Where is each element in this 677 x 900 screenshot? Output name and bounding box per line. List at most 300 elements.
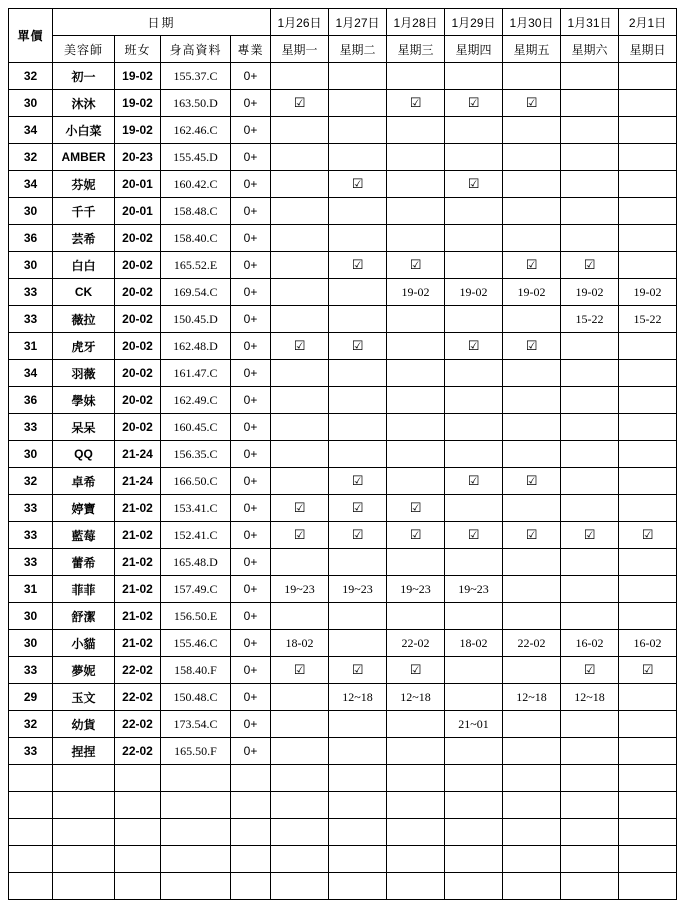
cell-body-data[interactable]: 158.40.F (161, 657, 231, 684)
cell-shift-day-3[interactable] (387, 225, 445, 252)
cell-shift-day-4[interactable]: 18-02 (445, 630, 503, 657)
cell-shift-day-2[interactable] (329, 738, 387, 765)
cell-shift-day-7[interactable] (619, 441, 677, 468)
cell-specialty[interactable]: 0+ (231, 468, 271, 495)
cell-body-data[interactable]: 163.50.D (161, 90, 231, 117)
cell-stylist-name[interactable]: 虎牙 (53, 333, 115, 360)
table-row[interactable] (9, 225, 677, 252)
cell-price[interactable] (9, 765, 53, 792)
cell-shift-day-3[interactable] (387, 765, 445, 792)
cell-specialty[interactable]: 0+ (231, 171, 271, 198)
cell-specialty[interactable]: 0+ (231, 738, 271, 765)
cell-body-data[interactable]: 156.35.C (161, 441, 231, 468)
cell-body-data[interactable]: 153.41.C (161, 495, 231, 522)
cell-class[interactable]: 20-02 (115, 225, 161, 252)
cell-shift-day-2[interactable] (329, 279, 387, 306)
cell-shift-day-3[interactable] (387, 792, 445, 819)
cell-stylist-name[interactable]: 芬妮 (53, 171, 115, 198)
cell-shift-day-2[interactable]: 19~23 (329, 576, 387, 603)
cell-shift-day-2[interactable] (329, 441, 387, 468)
cell-stylist-name[interactable]: 小貓 (53, 630, 115, 657)
cell-checkmark-day-3[interactable] (387, 495, 445, 522)
cell-shift-day-1[interactable] (271, 441, 329, 468)
cell-shift-day-6[interactable] (561, 63, 619, 90)
cell-checkmark-day-3[interactable] (387, 522, 445, 549)
cell-shift-day-6[interactable] (561, 819, 619, 846)
cell-price[interactable]: 32 (9, 711, 53, 738)
table-row[interactable] (9, 522, 677, 549)
cell-shift-day-4[interactable] (445, 414, 503, 441)
cell-specialty[interactable]: 0+ (231, 360, 271, 387)
cell-shift-day-5[interactable] (503, 117, 561, 144)
cell-shift-day-4[interactable] (445, 495, 503, 522)
cell-shift-day-7[interactable] (619, 171, 677, 198)
cell-shift-day-4[interactable]: 19~23 (445, 576, 503, 603)
cell-class[interactable]: 19-02 (115, 63, 161, 90)
cell-body-data[interactable]: 165.52.E (161, 252, 231, 279)
cell-shift-day-7[interactable] (619, 738, 677, 765)
cell-shift-day-5[interactable] (503, 792, 561, 819)
cell-price[interactable]: 33 (9, 306, 53, 333)
cell-shift-day-6[interactable] (561, 603, 619, 630)
cell-shift-day-2[interactable] (329, 90, 387, 117)
cell-stylist-name[interactable]: CK (53, 279, 115, 306)
cell-shift-day-2[interactable] (329, 603, 387, 630)
cell-specialty[interactable]: 0+ (231, 684, 271, 711)
cell-shift-day-6[interactable] (561, 711, 619, 738)
table-row[interactable] (9, 495, 677, 522)
cell-body-data[interactable]: 160.42.C (161, 171, 231, 198)
cell-shift-day-3[interactable] (387, 171, 445, 198)
cell-checkmark-day-7[interactable] (619, 657, 677, 684)
cell-body-data[interactable]: 155.45.D (161, 144, 231, 171)
cell-shift-day-5[interactable] (503, 603, 561, 630)
cell-shift-day-3[interactable] (387, 63, 445, 90)
cell-checkmark-day-5[interactable] (503, 333, 561, 360)
cell-shift-day-7[interactable] (619, 117, 677, 144)
cell-price[interactable] (9, 819, 53, 846)
cell-checkmark-day-7[interactable] (619, 522, 677, 549)
cell-shift-day-2[interactable]: 12~18 (329, 684, 387, 711)
table-row[interactable] (9, 657, 677, 684)
cell-price[interactable]: 33 (9, 414, 53, 441)
cell-specialty[interactable] (231, 846, 271, 873)
cell-shift-day-2[interactable] (329, 873, 387, 900)
table-row[interactable] (9, 63, 677, 90)
cell-price[interactable]: 31 (9, 333, 53, 360)
cell-shift-day-1[interactable] (271, 279, 329, 306)
cell-price[interactable]: 31 (9, 576, 53, 603)
cell-shift-day-3[interactable] (387, 414, 445, 441)
cell-shift-day-6[interactable] (561, 576, 619, 603)
cell-class[interactable]: 21-02 (115, 576, 161, 603)
cell-stylist-name[interactable]: 夢妮 (53, 657, 115, 684)
cell-class[interactable] (115, 765, 161, 792)
cell-shift-day-6[interactable]: 19-02 (561, 279, 619, 306)
cell-shift-day-1[interactable] (271, 306, 329, 333)
cell-shift-day-4[interactable] (445, 819, 503, 846)
cell-body-data[interactable]: 162.48.D (161, 333, 231, 360)
cell-checkmark-day-5[interactable] (503, 468, 561, 495)
table-row[interactable] (9, 414, 677, 441)
cell-shift-day-6[interactable] (561, 90, 619, 117)
cell-specialty[interactable]: 0+ (231, 252, 271, 279)
cell-shift-day-7[interactable] (619, 252, 677, 279)
table-row[interactable] (9, 738, 677, 765)
cell-shift-day-3[interactable] (387, 711, 445, 738)
cell-checkmark-day-1[interactable] (271, 333, 329, 360)
table-row[interactable] (9, 198, 677, 225)
cell-shift-day-1[interactable] (271, 117, 329, 144)
cell-class[interactable]: 20-02 (115, 252, 161, 279)
cell-shift-day-1[interactable] (271, 360, 329, 387)
table-row[interactable] (9, 711, 677, 738)
cell-price[interactable]: 33 (9, 738, 53, 765)
cell-stylist-name[interactable]: 蕾希 (53, 549, 115, 576)
cell-specialty[interactable]: 0+ (231, 549, 271, 576)
table-row[interactable] (9, 873, 677, 900)
cell-shift-day-5[interactable] (503, 414, 561, 441)
cell-shift-day-1[interactable] (271, 792, 329, 819)
cell-class[interactable]: 20-02 (115, 306, 161, 333)
table-row[interactable] (9, 549, 677, 576)
cell-shift-day-7[interactable] (619, 873, 677, 900)
cell-stylist-name[interactable]: 呆呆 (53, 414, 115, 441)
cell-class[interactable]: 19-02 (115, 117, 161, 144)
cell-shift-day-7[interactable] (619, 225, 677, 252)
cell-shift-day-3[interactable] (387, 441, 445, 468)
cell-body-data[interactable]: 155.46.C (161, 630, 231, 657)
cell-body-data[interactable]: 157.49.C (161, 576, 231, 603)
cell-shift-day-5[interactable] (503, 765, 561, 792)
cell-body-data[interactable] (161, 846, 231, 873)
cell-specialty[interactable]: 0+ (231, 495, 271, 522)
cell-checkmark-day-4[interactable] (445, 333, 503, 360)
cell-stylist-name[interactable]: 薇拉 (53, 306, 115, 333)
cell-shift-day-1[interactable] (271, 873, 329, 900)
cell-stylist-name[interactable] (53, 846, 115, 873)
cell-body-data[interactable]: 162.46.C (161, 117, 231, 144)
cell-specialty[interactable]: 0+ (231, 333, 271, 360)
cell-shift-day-4[interactable] (445, 63, 503, 90)
cell-shift-day-7[interactable]: 16-02 (619, 630, 677, 657)
cell-shift-day-7[interactable] (619, 684, 677, 711)
cell-shift-day-5[interactable] (503, 819, 561, 846)
cell-checkmark-day-3[interactable] (387, 252, 445, 279)
cell-stylist-name[interactable] (53, 819, 115, 846)
cell-class[interactable] (115, 819, 161, 846)
cell-price[interactable]: 36 (9, 387, 53, 414)
cell-shift-day-2[interactable] (329, 711, 387, 738)
cell-specialty[interactable]: 0+ (231, 117, 271, 144)
table-row[interactable] (9, 333, 677, 360)
cell-price[interactable]: 33 (9, 279, 53, 306)
cell-price[interactable]: 32 (9, 468, 53, 495)
table-row[interactable] (9, 684, 677, 711)
cell-specialty[interactable]: 0+ (231, 657, 271, 684)
table-row[interactable] (9, 279, 677, 306)
cell-price[interactable]: 32 (9, 144, 53, 171)
cell-shift-day-2[interactable] (329, 414, 387, 441)
cell-checkmark-day-2[interactable] (329, 495, 387, 522)
cell-body-data[interactable]: 162.49.C (161, 387, 231, 414)
cell-price[interactable] (9, 873, 53, 900)
cell-shift-day-6[interactable] (561, 468, 619, 495)
cell-shift-day-4[interactable] (445, 360, 503, 387)
cell-class[interactable] (115, 792, 161, 819)
cell-specialty[interactable]: 0+ (231, 630, 271, 657)
cell-shift-day-4[interactable] (445, 792, 503, 819)
cell-shift-day-7[interactable] (619, 846, 677, 873)
cell-shift-day-4[interactable] (445, 306, 503, 333)
cell-price[interactable]: 34 (9, 360, 53, 387)
cell-shift-day-1[interactable] (271, 549, 329, 576)
cell-shift-day-3[interactable] (387, 144, 445, 171)
cell-shift-day-4[interactable] (445, 657, 503, 684)
cell-shift-day-1[interactable] (271, 603, 329, 630)
cell-shift-day-4[interactable] (445, 441, 503, 468)
cell-shift-day-5[interactable] (503, 171, 561, 198)
cell-shift-day-4[interactable] (445, 846, 503, 873)
table-row[interactable] (9, 603, 677, 630)
cell-shift-day-7[interactable] (619, 468, 677, 495)
cell-stylist-name[interactable]: 芸希 (53, 225, 115, 252)
cell-shift-day-6[interactable] (561, 846, 619, 873)
cell-shift-day-4[interactable]: 21~01 (445, 711, 503, 738)
cell-shift-day-5[interactable] (503, 387, 561, 414)
cell-stylist-name[interactable]: 玉文 (53, 684, 115, 711)
cell-shift-day-2[interactable] (329, 549, 387, 576)
cell-shift-day-1[interactable] (271, 819, 329, 846)
cell-checkmark-day-2[interactable] (329, 468, 387, 495)
cell-shift-day-7[interactable] (619, 333, 677, 360)
table-row[interactable] (9, 630, 677, 657)
cell-shift-day-7[interactable]: 19-02 (619, 279, 677, 306)
cell-body-data[interactable]: 166.50.C (161, 468, 231, 495)
cell-shift-day-6[interactable] (561, 441, 619, 468)
table-row[interactable] (9, 846, 677, 873)
cell-specialty[interactable] (231, 765, 271, 792)
cell-shift-day-6[interactable] (561, 171, 619, 198)
cell-body-data[interactable]: 165.50.F (161, 738, 231, 765)
cell-shift-day-4[interactable] (445, 144, 503, 171)
cell-shift-day-4[interactable] (445, 387, 503, 414)
cell-price[interactable]: 30 (9, 603, 53, 630)
cell-stylist-name[interactable]: 學妹 (53, 387, 115, 414)
cell-body-data[interactable] (161, 765, 231, 792)
cell-shift-day-2[interactable] (329, 765, 387, 792)
cell-stylist-name[interactable]: 初一 (53, 63, 115, 90)
cell-shift-day-1[interactable] (271, 63, 329, 90)
cell-class[interactable]: 20-02 (115, 333, 161, 360)
table-row[interactable] (9, 117, 677, 144)
cell-shift-day-6[interactable] (561, 738, 619, 765)
cell-shift-day-5[interactable] (503, 738, 561, 765)
cell-checkmark-day-2[interactable] (329, 333, 387, 360)
table-row[interactable] (9, 387, 677, 414)
cell-stylist-name[interactable] (53, 792, 115, 819)
cell-stylist-name[interactable]: 幼貨 (53, 711, 115, 738)
cell-shift-day-3[interactable]: 22-02 (387, 630, 445, 657)
cell-price[interactable]: 34 (9, 117, 53, 144)
cell-class[interactable]: 20-02 (115, 387, 161, 414)
cell-price[interactable]: 33 (9, 549, 53, 576)
cell-stylist-name[interactable]: 菲菲 (53, 576, 115, 603)
cell-price[interactable]: 30 (9, 198, 53, 225)
cell-body-data[interactable]: 152.41.C (161, 522, 231, 549)
cell-shift-day-3[interactable]: 19-02 (387, 279, 445, 306)
cell-checkmark-day-6[interactable] (561, 657, 619, 684)
cell-specialty[interactable]: 0+ (231, 603, 271, 630)
cell-shift-day-3[interactable] (387, 873, 445, 900)
cell-price[interactable]: 30 (9, 630, 53, 657)
cell-checkmark-day-1[interactable] (271, 495, 329, 522)
cell-shift-day-7[interactable] (619, 576, 677, 603)
table-row[interactable] (9, 144, 677, 171)
cell-class[interactable]: 20-01 (115, 171, 161, 198)
cell-body-data[interactable] (161, 792, 231, 819)
cell-price[interactable]: 30 (9, 441, 53, 468)
cell-shift-day-5[interactable] (503, 225, 561, 252)
cell-shift-day-7[interactable] (619, 414, 677, 441)
cell-shift-day-2[interactable] (329, 360, 387, 387)
cell-body-data[interactable]: 150.48.C (161, 684, 231, 711)
cell-price[interactable]: 33 (9, 495, 53, 522)
cell-shift-day-6[interactable] (561, 333, 619, 360)
cell-checkmark-day-6[interactable] (561, 522, 619, 549)
cell-stylist-name[interactable] (53, 765, 115, 792)
cell-shift-day-1[interactable] (271, 738, 329, 765)
cell-checkmark-day-3[interactable] (387, 657, 445, 684)
cell-checkmark-day-4[interactable] (445, 90, 503, 117)
cell-shift-day-6[interactable] (561, 495, 619, 522)
cell-shift-day-1[interactable] (271, 414, 329, 441)
cell-shift-day-7[interactable] (619, 144, 677, 171)
cell-shift-day-5[interactable] (503, 306, 561, 333)
cell-class[interactable]: 20-02 (115, 279, 161, 306)
cell-body-data[interactable]: 150.45.D (161, 306, 231, 333)
cell-class[interactable]: 20-02 (115, 414, 161, 441)
cell-checkmark-day-1[interactable] (271, 90, 329, 117)
table-row[interactable] (9, 90, 677, 117)
cell-shift-day-7[interactable] (619, 549, 677, 576)
cell-class[interactable] (115, 846, 161, 873)
table-row[interactable] (9, 441, 677, 468)
cell-stylist-name[interactable]: 舒潔 (53, 603, 115, 630)
cell-shift-day-5[interactable] (503, 576, 561, 603)
table-row[interactable] (9, 765, 677, 792)
cell-specialty[interactable]: 0+ (231, 90, 271, 117)
cell-shift-day-4[interactable] (445, 117, 503, 144)
cell-checkmark-day-3[interactable] (387, 90, 445, 117)
cell-body-data[interactable]: 158.48.C (161, 198, 231, 225)
cell-checkmark-day-5[interactable] (503, 90, 561, 117)
cell-class[interactable]: 22-02 (115, 738, 161, 765)
cell-class[interactable]: 21-24 (115, 468, 161, 495)
cell-specialty[interactable]: 0+ (231, 711, 271, 738)
cell-shift-day-3[interactable]: 12~18 (387, 684, 445, 711)
table-row[interactable] (9, 252, 677, 279)
cell-shift-day-2[interactable] (329, 225, 387, 252)
cell-specialty[interactable] (231, 792, 271, 819)
cell-body-data[interactable] (161, 873, 231, 900)
cell-shift-day-6[interactable] (561, 117, 619, 144)
cell-shift-day-5[interactable] (503, 360, 561, 387)
cell-shift-day-1[interactable] (271, 846, 329, 873)
cell-shift-day-1[interactable] (271, 684, 329, 711)
cell-shift-day-4[interactable] (445, 684, 503, 711)
cell-class[interactable]: 20-02 (115, 360, 161, 387)
cell-shift-day-3[interactable] (387, 117, 445, 144)
cell-shift-day-4[interactable] (445, 765, 503, 792)
cell-class[interactable]: 22-02 (115, 684, 161, 711)
cell-body-data[interactable]: 160.45.C (161, 414, 231, 441)
cell-stylist-name[interactable]: QQ (53, 441, 115, 468)
cell-checkmark-day-2[interactable] (329, 252, 387, 279)
cell-shift-day-4[interactable]: 19-02 (445, 279, 503, 306)
cell-shift-day-5[interactable] (503, 711, 561, 738)
cell-shift-day-2[interactable] (329, 819, 387, 846)
cell-shift-day-7[interactable] (619, 819, 677, 846)
cell-class[interactable]: 20-23 (115, 144, 161, 171)
cell-shift-day-7[interactable] (619, 360, 677, 387)
cell-specialty[interactable]: 0+ (231, 144, 271, 171)
cell-shift-day-6[interactable]: 16-02 (561, 630, 619, 657)
table-row[interactable] (9, 360, 677, 387)
cell-shift-day-7[interactable] (619, 198, 677, 225)
cell-shift-day-6[interactable] (561, 765, 619, 792)
cell-specialty[interactable]: 0+ (231, 522, 271, 549)
cell-checkmark-day-4[interactable] (445, 468, 503, 495)
cell-class[interactable]: 20-01 (115, 198, 161, 225)
cell-shift-day-2[interactable] (329, 198, 387, 225)
cell-shift-day-2[interactable] (329, 117, 387, 144)
cell-shift-day-3[interactable] (387, 333, 445, 360)
cell-specialty[interactable]: 0+ (231, 225, 271, 252)
cell-shift-day-4[interactable] (445, 873, 503, 900)
cell-specialty[interactable]: 0+ (231, 414, 271, 441)
cell-shift-day-4[interactable] (445, 549, 503, 576)
cell-shift-day-4[interactable] (445, 198, 503, 225)
cell-shift-day-7[interactable] (619, 90, 677, 117)
cell-checkmark-day-2[interactable] (329, 522, 387, 549)
cell-class[interactable]: 21-02 (115, 495, 161, 522)
cell-specialty[interactable]: 0+ (231, 441, 271, 468)
cell-stylist-name[interactable]: 白白 (53, 252, 115, 279)
cell-checkmark-day-4[interactable] (445, 171, 503, 198)
cell-shift-day-2[interactable] (329, 630, 387, 657)
cell-shift-day-7[interactable] (619, 711, 677, 738)
cell-shift-day-6[interactable] (561, 225, 619, 252)
cell-body-data[interactable]: 165.48.D (161, 549, 231, 576)
cell-shift-day-7[interactable]: 15-22 (619, 306, 677, 333)
cell-shift-day-3[interactable] (387, 819, 445, 846)
cell-shift-day-6[interactable] (561, 198, 619, 225)
cell-shift-day-7[interactable] (619, 387, 677, 414)
cell-stylist-name[interactable]: AMBER (53, 144, 115, 171)
cell-stylist-name[interactable] (53, 873, 115, 900)
cell-shift-day-3[interactable] (387, 603, 445, 630)
cell-shift-day-6[interactable] (561, 414, 619, 441)
cell-shift-day-5[interactable] (503, 495, 561, 522)
cell-shift-day-7[interactable] (619, 495, 677, 522)
cell-price[interactable]: 34 (9, 171, 53, 198)
cell-shift-day-7[interactable] (619, 63, 677, 90)
cell-shift-day-6[interactable]: 12~18 (561, 684, 619, 711)
cell-shift-day-7[interactable] (619, 765, 677, 792)
cell-price[interactable]: 29 (9, 684, 53, 711)
cell-class[interactable] (115, 873, 161, 900)
